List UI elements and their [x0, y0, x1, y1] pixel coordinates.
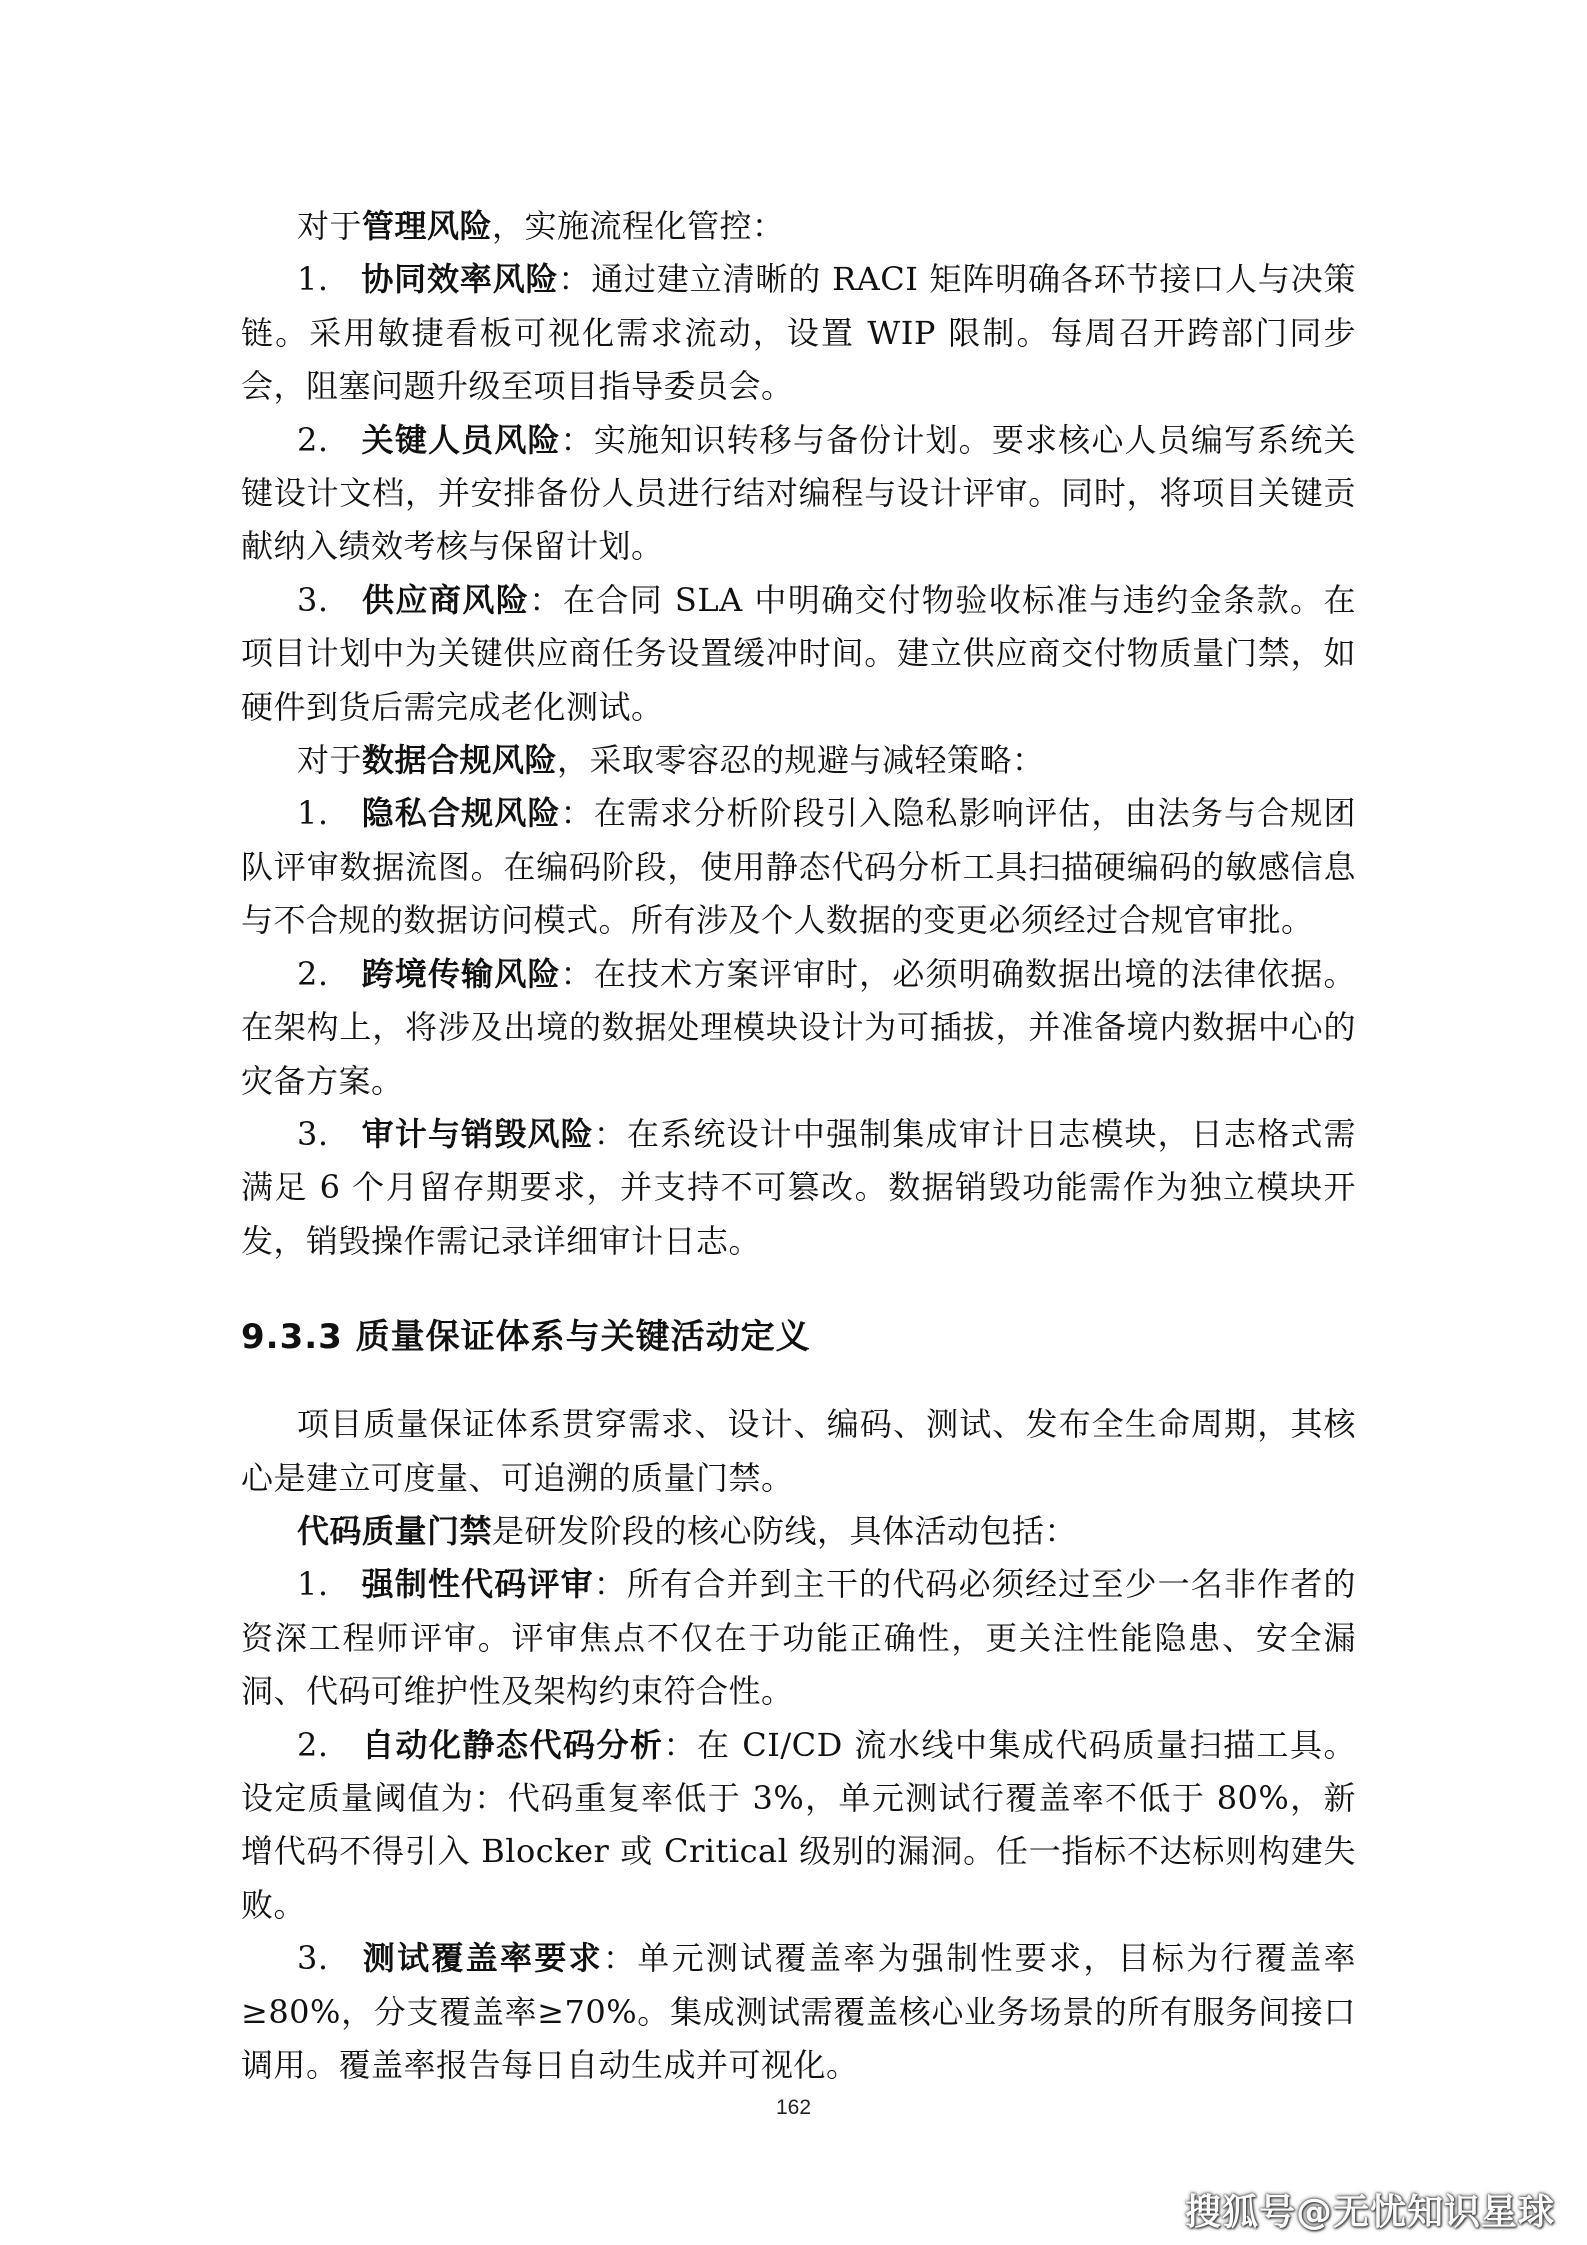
item-text: ：在 CI/CD 流水线中集成代码质量扫描工具。设定质量阈值为：代码重复率低于 3%，单元测试行覆盖率不低于 80%，新增代码不得引入 Blocker 或 Critical 级别的漏洞。任一指标不达标则构建失败。	[241, 1725, 1356, 1924]
item-text: ：单元测试覆盖率为强制性要求，目标为行覆盖率≥80%，分支覆盖率≥70%。集成测试需覆盖核心业务场景的所有服务间接口调用。覆盖率报告每日自动生成并可视化。	[241, 1939, 1356, 2084]
management-item-3	[241, 574, 1356, 734]
list-number: 3.	[297, 1939, 329, 1978]
item-keyword: 协同效率风险	[361, 260, 559, 299]
compliance-item-3	[241, 1108, 1356, 1268]
page-number: 162	[775, 2096, 812, 2119]
list-number: 2.	[297, 420, 329, 459]
quality-item-1	[241, 1558, 1356, 1718]
management-item-1	[241, 253, 1356, 413]
list-number: 2.	[297, 954, 329, 993]
item-text: ：在系统设计中强制集成审计日志模块，日志格式需满足 6 个月留存期要求，并支持不可篡改。数据销毁功能需作为独立模块开发，销毁操作需记录详细审计日志。	[241, 1114, 1356, 1260]
item-text: ：实施知识转移与备份计划。要求核心人员编写系统关键设计文档，并安排备份人员进行结对编程与设计评审。同时，将项目关键贡献纳入绩效考核与保留计划。	[241, 420, 1356, 566]
list-number: 3.	[297, 580, 329, 619]
management-item-2	[241, 414, 1356, 574]
list-number: 2.	[297, 1725, 329, 1764]
compliance-risk-intro: 对于数据合规风险，采取零容忍的规避与减轻策略：	[297, 741, 1045, 780]
item-text: ：在需求分析阶段引入隐私影响评估，由法务与合规团队评审数据流图。在编码阶段，使用静态代码分析工具扫描硬编码的敏感信息与不合规的数据访问模式。所有涉及个人数据的变更必须经过合规官审批。	[241, 794, 1356, 940]
compliance-risk-keyword: 数据合规风险	[362, 741, 558, 780]
item-keyword: 隐私合规风险	[361, 794, 561, 833]
section-intro: 项目质量保证体系贯穿需求、设计、编码、测试、发布全生命周期，其核心是建立可度量、可追溯的质量门禁。	[241, 1405, 1356, 1497]
management-risk-intro: 对于管理风险，实施流程化管控：	[297, 207, 785, 245]
item-text: ：在合同 SLA 中明确交付物验收标准与违约金条款。在项目计划中为关键供应商任务设置缓冲时间。建立供应商交付物质量门禁，如硬件到货后需完成老化测试。	[241, 580, 1356, 726]
quality-gate-intro: 代码质量门禁是研发阶段的核心防线，具体活动包括：	[297, 1511, 1078, 1550]
management-risk-keyword: 管理风险	[362, 207, 493, 245]
item-text: ：所有合并到主干的代码必须经过至少一名非作者的资深工程师评审。评审焦点不仅在于功能正确性，更关注性能隐患、安全漏洞、代码可维护性及架构约束符合性。	[241, 1565, 1356, 1711]
list-number: 3.	[297, 1114, 329, 1153]
quality-item-3	[241, 1932, 1356, 2092]
list-number: 1.	[297, 1565, 329, 1604]
item-keyword: 强制性代码评审	[361, 1565, 594, 1604]
source-watermark: 搜狐号@无忧知识星球	[1184, 2192, 1555, 2233]
item-text: ：在技术方案评审时，必须明确数据出境的法律依据。在架构上，将涉及出境的数据处理模块设计为可插拔，并准备境内数据中心的灾备方案。	[241, 954, 1356, 1100]
item-keyword: 审计与销毁风险	[361, 1114, 594, 1153]
section-heading: 9.3.3 质量保证体系与关键活动定义	[241, 1317, 811, 1358]
item-keyword: 自动化静态代码分析	[361, 1725, 664, 1764]
item-keyword: 测试覆盖率要求	[361, 1939, 603, 1978]
quality-gate-keyword: 代码质量门禁	[297, 1511, 493, 1550]
item-keyword: 关键人员风险	[361, 420, 561, 459]
list-number: 1.	[297, 794, 329, 833]
quality-item-2	[241, 1719, 1356, 1933]
compliance-item-1	[241, 787, 1356, 947]
item-keyword: 跨境传输风险	[361, 954, 561, 993]
compliance-item-2	[241, 948, 1356, 1108]
list-number: 1.	[297, 260, 329, 299]
item-text: ：通过建立清晰的 RACI 矩阵明确各环节接口人与决策链。采用敏捷看板可视化需求流动，设置 WIP 限制。每周召开跨部门同步会，阻塞问题升级至项目指导委员会。	[241, 260, 1356, 406]
page-content	[241, 200, 1356, 2092]
item-keyword: 供应商风险	[361, 580, 530, 619]
